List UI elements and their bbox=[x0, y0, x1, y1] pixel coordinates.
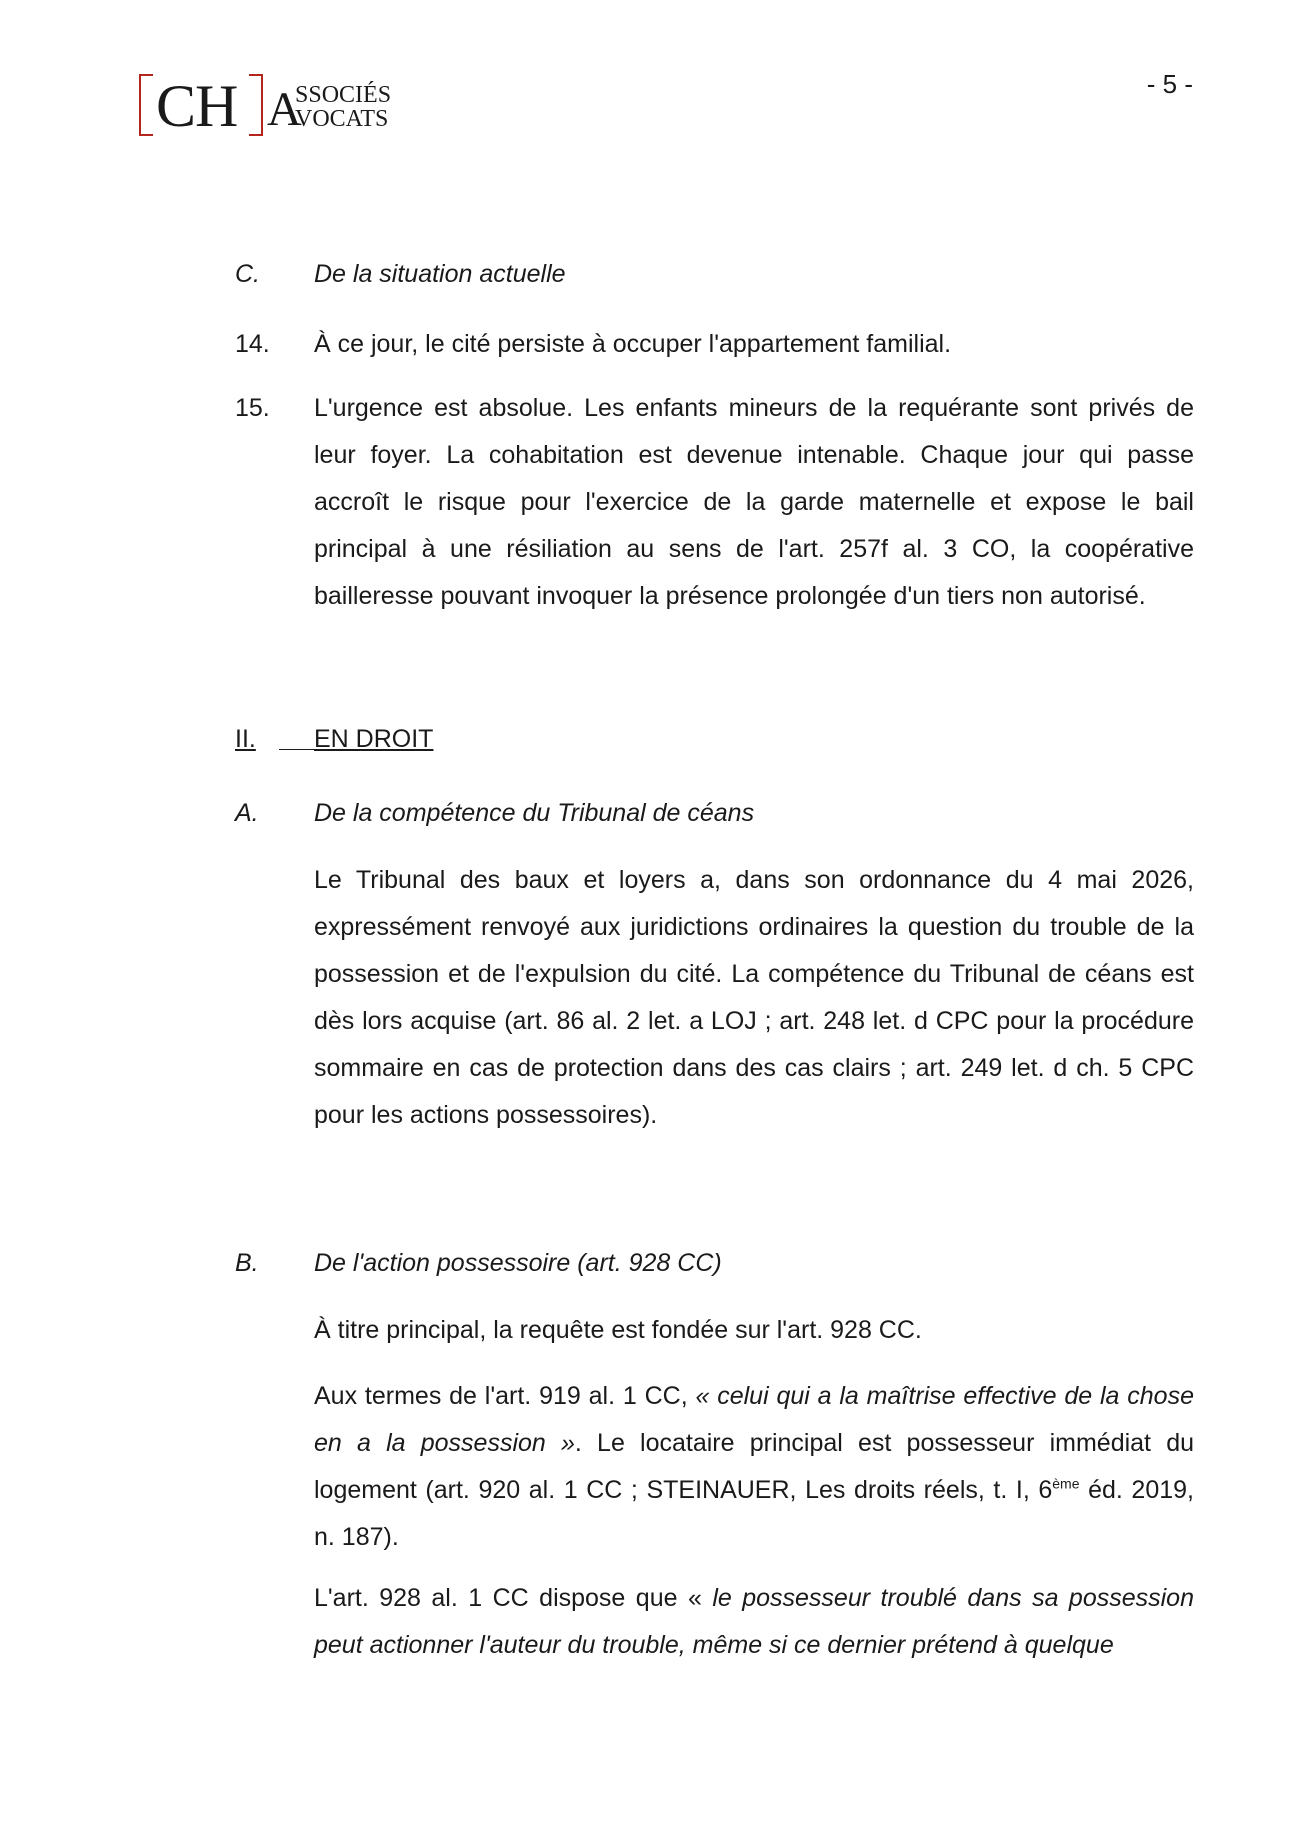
section-b-paragraph-2 bbox=[314, 1373, 1194, 1561]
section-ii-title: EN DROIT bbox=[314, 725, 434, 753]
paragraph-15-text: L'urgence est absolue. Les enfants mineurs de la requérante sont privés de leur foyer. La cohabitation est devenue intenable. Chaque jour qui passe accroît le risque pour l'exercice de la garde maternelle et expose le bail principal à une résiliation au sens de l'art. 257f al. 3 CO, la coopérative bailleresse pouvant invoquer la présence prolongée d'un tiers non autorisé. bbox=[314, 394, 1194, 610]
logo-vocats: VOCATS bbox=[295, 106, 389, 132]
p2-superscript: ème bbox=[1052, 1475, 1080, 1492]
section-a-title: De la compétence du Tribunal de céans bbox=[314, 799, 755, 827]
p3-quote: le possesseur troublé dans sa possession peut actionner l'auteur du trouble, même si ce dernier prétend à quelque bbox=[314, 1584, 1194, 1659]
section-b-paragraph-3 bbox=[314, 1575, 1194, 1669]
p2-part-b: . Le locataire principal est possesseur immédiat du logement (art. 920 al. 1 CC ; STEINAUER, Les droits réels, t. I, 6 bbox=[314, 1429, 1194, 1504]
paragraph-14-text: À ce jour, le cité persiste à occuper l'appartement familial. bbox=[314, 330, 952, 358]
section-b-paragraph-1: À titre principal, la requête est fondée sur l'art. 928 CC. bbox=[314, 1316, 922, 1344]
section-c-label: C. bbox=[235, 260, 260, 288]
section-a-text: Le Tribunal des baux et loyers a, dans son ordonnance du 4 mai 2026, expressément renvoyé aux juridictions ordinaires la question du trouble de la possession et de l'expulsion du cité. La compétence du Tribunal de céans est dès lors acquise (art. 86 al. 2 let. a LOJ ; art. 248 let. d CPC pour la procédure sommaire en cas de protection dans des cas clairs ; art. 249 let. d ch. 5 CPC pour les actions possessoires). bbox=[314, 866, 1194, 1129]
section-c-title: De la situation actuelle bbox=[314, 260, 566, 288]
paragraph-14-number: 14. bbox=[235, 330, 270, 358]
logo-ch: CH bbox=[156, 73, 238, 139]
logo-ssocies: SSOCIÉS bbox=[295, 82, 392, 108]
section-ii-underline bbox=[279, 749, 315, 750]
p2-part-c: éd. 2019, n. 187). bbox=[314, 1476, 1194, 1551]
section-a-label: A. bbox=[235, 799, 259, 827]
logo-left-bracket bbox=[139, 74, 153, 136]
paragraph-15-number: 15. bbox=[235, 394, 270, 422]
section-b-title: De l'action possessoire (art. 928 CC) bbox=[314, 1249, 722, 1277]
section-b-label: B. bbox=[235, 1249, 259, 1277]
p3-part-a: L'art. 928 al. 1 CC dispose que « bbox=[314, 1584, 713, 1612]
page-number: - 5 - bbox=[1146, 69, 1193, 99]
p2-quote: « celui qui a la maîtrise effective de la chose en a la possession » bbox=[314, 1382, 1194, 1457]
p2-part-a: Aux termes de l'art. 919 al. 1 CC, bbox=[314, 1382, 696, 1410]
logo-right-bracket bbox=[249, 74, 263, 136]
section-ii-label: II. bbox=[235, 725, 256, 753]
logo-a: A bbox=[267, 83, 302, 136]
